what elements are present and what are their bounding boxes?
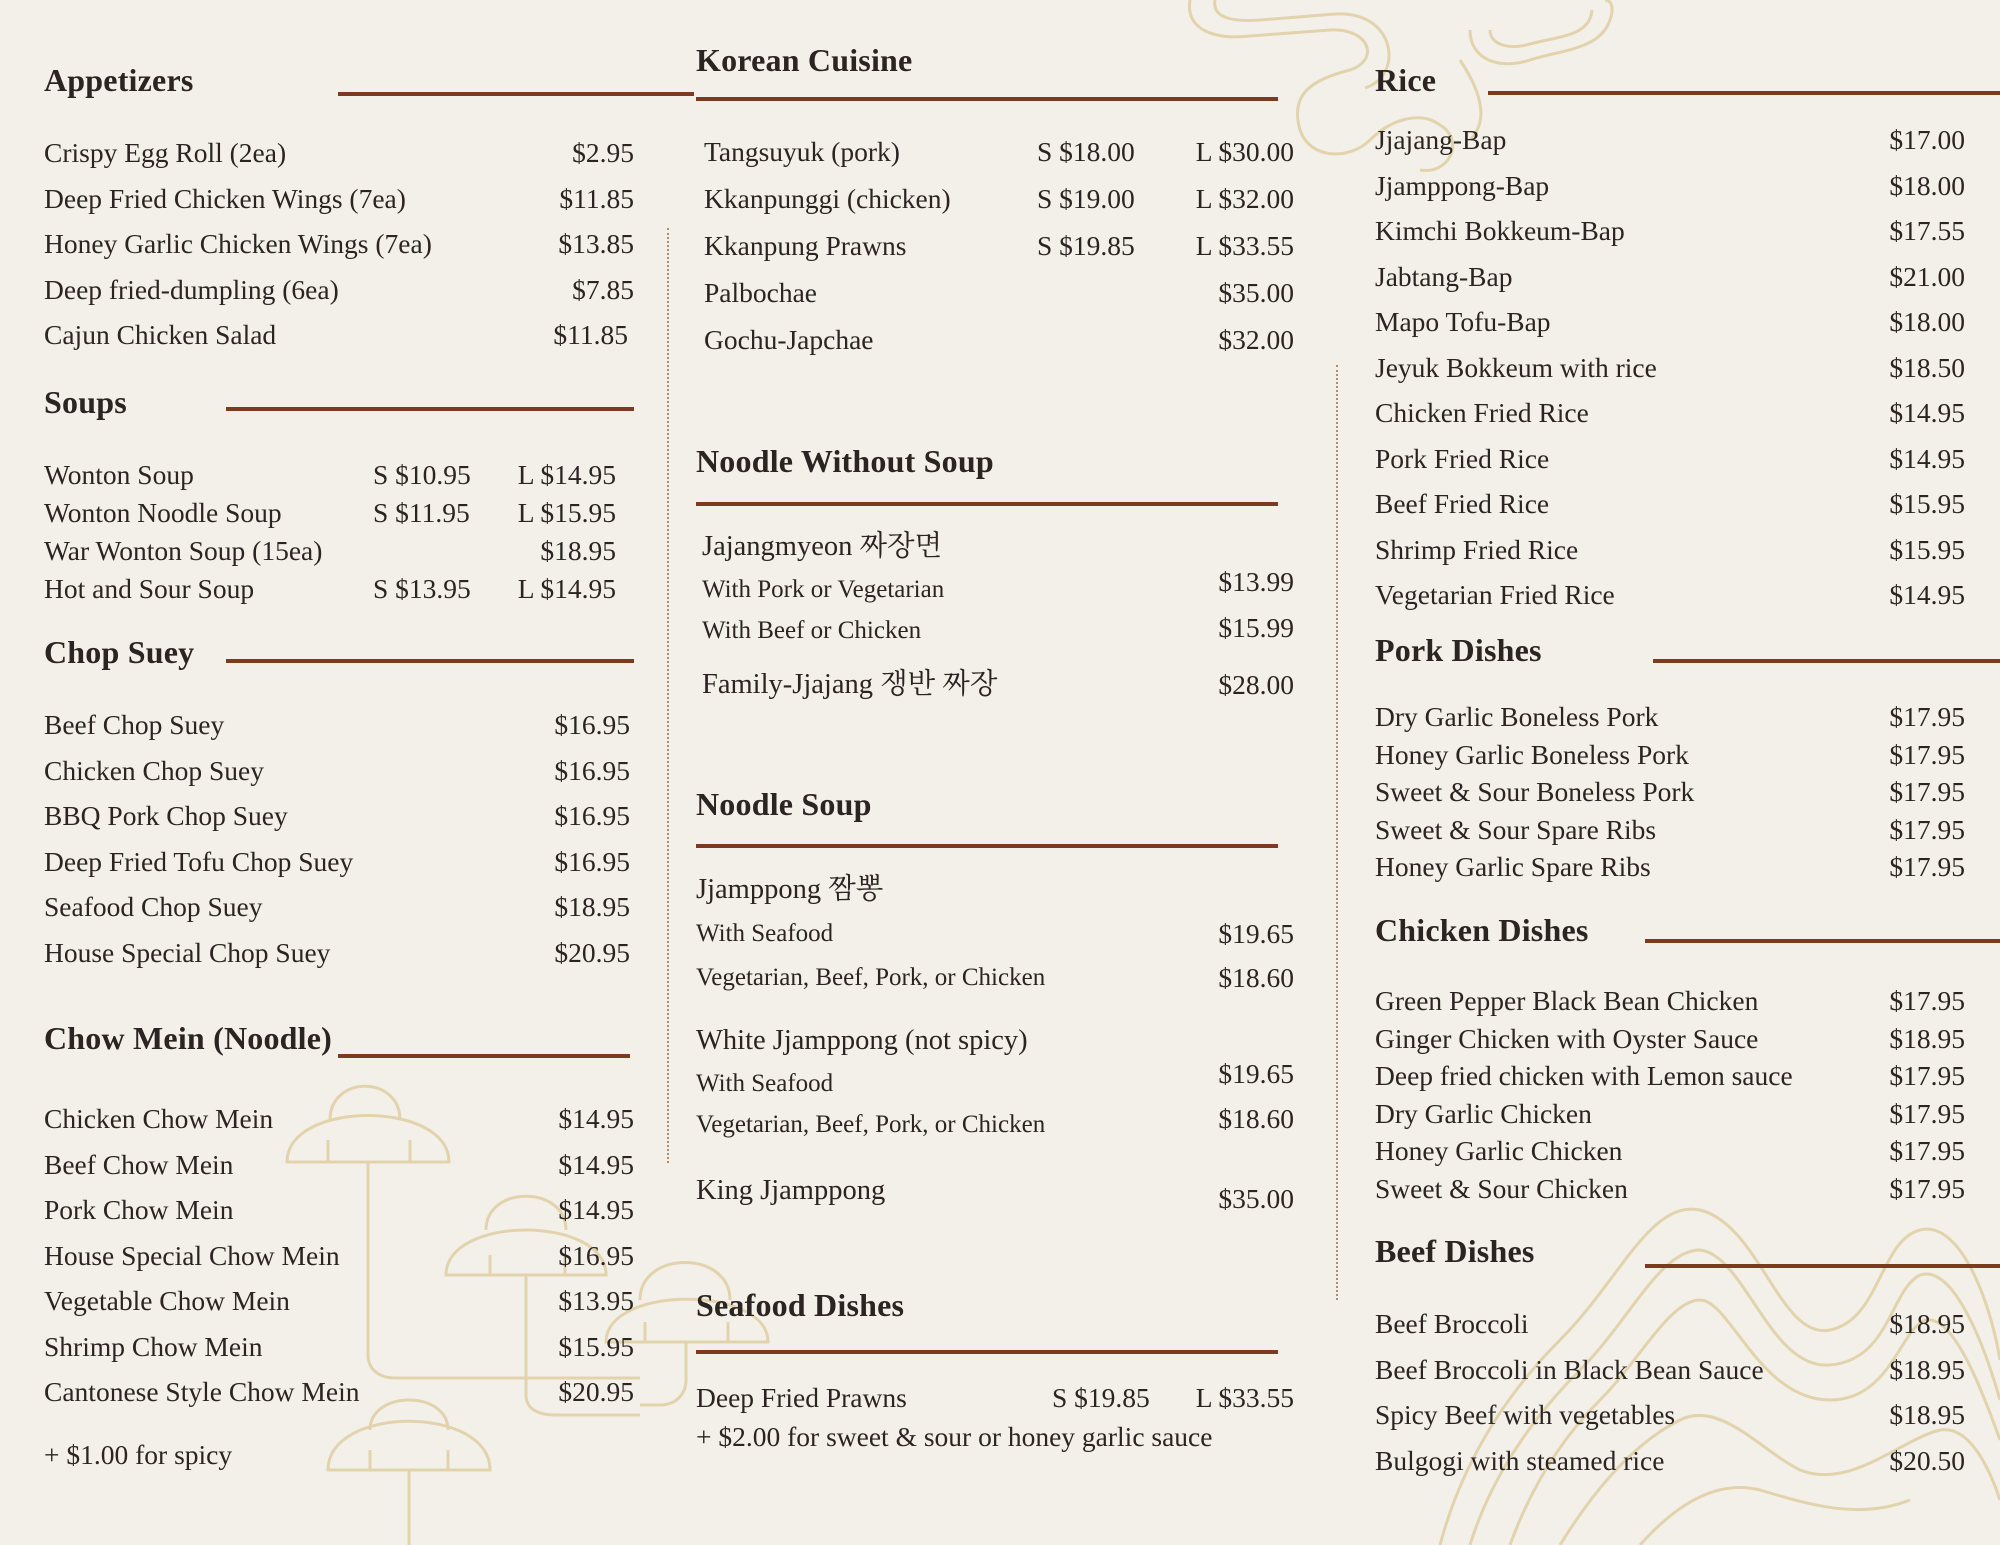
item-name: Jeyuk Bokkeum with rice [1375,351,1657,383]
item-name: Jabtang-Bap [1375,260,1513,292]
menu-item [44,1096,634,1142]
korean-cuisine-section [696,42,1296,363]
item-name: Wonton Noodle Soup [44,497,282,528]
item-price: $16.95 [554,800,630,831]
menu-item [1375,848,1965,886]
item-name: Vegetable Chow Mein [44,1285,290,1316]
item-name: Kkanpunggi (chicken) [704,183,951,214]
menu-item [1375,1132,1965,1170]
item-price: $17.95 [1889,701,1965,732]
section-header [1375,62,1965,117]
item-name: House Special Chop Suey [44,936,331,968]
item-name: Pork Chow Mein [44,1194,234,1225]
item-price: $14.95 [1889,442,1965,474]
item-name: Tangsuyuk (pork) [704,136,900,167]
item-price: $18.95 [1889,1308,1965,1339]
item-name: Deep Fried Prawns [696,1382,907,1413]
item-name: Cantonese Style Chow Mein [44,1376,360,1407]
item-price: $16.95 [554,754,630,786]
item-name: Hot and Sour Soup [44,573,255,604]
dish-name: Jjamppong 짬뽕 [696,874,884,905]
dish-name: White Jjamppong (not spicy) [696,1025,1028,1056]
menu-item [1375,299,1965,345]
item-price: $17.95 [1889,1097,1965,1129]
menu-item [44,532,616,570]
menu-item [1375,1170,1965,1208]
dish-name [702,663,1294,707]
item-name: Beef Broccoli [1375,1308,1529,1339]
rice-section [1375,62,1965,618]
menu-item [44,494,616,532]
section-divider [696,502,1278,506]
item-price: $18.50 [1889,351,1965,383]
item-name: Chicken Fried Rice [1375,397,1589,428]
menu-item [1375,254,1965,300]
menu-item [1375,1392,1965,1438]
item-price: $13.95 [558,1285,634,1316]
item-price: $14.95 [558,1194,634,1225]
dish-option [702,566,1294,610]
menu-item [44,748,630,794]
item-name: Cajun Chicken Salad [44,319,277,350]
item-name: Palbochae [704,277,818,308]
section-divider [1488,91,2000,95]
menu-item [1375,163,1965,209]
item-price: $35.00 [1218,277,1294,308]
section-divider [338,1054,630,1058]
menu-item [44,1278,634,1324]
item-name: Dry Garlic Boneless Pork [1375,701,1659,732]
item-name: Vegetarian Fried Rice [1375,579,1615,610]
menu-item [44,1324,634,1370]
large-price: L $33.55 [1195,1382,1294,1413]
item-price: $17.95 [1889,738,1965,770]
menu-item [44,1142,634,1188]
section-header [44,384,634,456]
small-price: S $19.85 [1037,230,1135,261]
item-price: $15.95 [1889,533,1965,565]
menu-note: + $1.00 for spicy [44,1438,233,1470]
item-price: $20.95 [558,1376,634,1407]
item-name: Sweet & Sour Boneless Pork [1375,776,1695,807]
menu-item [44,570,616,608]
menu-item [1375,527,1965,573]
menu-item [1375,698,1965,736]
soups-section [44,384,634,608]
item-price: $17.95 [1889,985,1965,1016]
column-divider [1336,365,1338,1300]
section-divider [226,407,634,411]
option-name: Vegetarian, Beef, Pork, or Chicken [696,964,1046,991]
item-name: Beef Broccoli in Black Bean Sauce [1375,1353,1764,1385]
item-name: Honey Garlic Boneless Pork [1375,738,1689,770]
menu-item [44,930,630,976]
item-name: Beef Chow Mein [44,1148,234,1180]
menu-item [1375,572,1965,618]
section-title: Chicken Dishes [1375,912,1589,948]
menu-item [1375,1095,1965,1133]
chicken-dishes-section [1375,912,1965,1207]
item-name: Kkanpung Prawns [704,230,907,261]
menu-item [1375,345,1965,391]
item-price: $18.00 [1889,306,1965,337]
item-price: $35.00 [1218,1183,1294,1214]
item-name: Shrimp Fried Rice [1375,533,1579,565]
menu-item [1375,1301,1965,1347]
section-header [1375,632,1965,698]
menu-item [704,175,1294,222]
section-header [1375,912,1965,982]
section-divider [696,97,1278,101]
menu-item [44,221,634,267]
dish-option [696,1104,1294,1145]
item-name: Sweet & Sour Chicken [1375,1172,1628,1204]
item-name: Shrimp Chow Mein [44,1330,263,1362]
option-name: With Beef or Chicken [702,617,922,644]
menu-item [44,702,630,748]
item-name: Sweet & Sour Spare Ribs [1375,813,1657,845]
item-price: $11.85 [559,182,634,214]
option-price: $15.99 [1218,612,1294,643]
seafood-section [696,1287,1296,1453]
item-name: Jjajang-Bap [1375,124,1507,155]
chop-suey-section [44,634,634,975]
item-name: Crispy Egg Roll (2ea) [44,137,287,168]
item-price: $2.95 [572,137,634,168]
section-divider [696,844,1278,848]
item-price: $28.00 [1218,669,1294,700]
item-price: $14.95 [558,1148,634,1180]
menu-item [44,130,634,176]
large-price: L $14.95 [517,459,616,490]
item-name: Honey Garlic Spare Ribs [1375,851,1651,882]
menu-item [44,884,630,930]
item-name: Beef Fried Rice [1375,488,1550,519]
section-header [696,786,1296,868]
item-price: $11.85 [553,319,628,350]
item-name: King Jjamppong [696,1175,886,1206]
noodle-without-soup-section [696,443,1296,707]
dish-option [702,610,1294,651]
item-name: Kimchi Bokkeum-Bap [1375,215,1625,246]
item-name: Mapo Tofu-Bap [1375,306,1551,337]
menu-item [704,316,1294,363]
small-price: S $10.95 [373,459,471,490]
item-price: $17.55 [1889,215,1965,246]
menu-item [44,312,628,358]
item-name: Chicken Chop Suey [44,754,264,786]
item-name: Pork Fried Rice [1375,442,1550,474]
menu-item [1375,1347,1965,1393]
item-name: Bulgogi with steamed rice [1375,1444,1665,1476]
item-name: Family-Jjajang 쟁반 짜장 [702,669,998,700]
item-name: Deep Fried Chicken Wings (7ea) [44,182,406,214]
item-price: $18.95 [1889,1022,1965,1054]
item-name: Honey Garlic Chicken [1375,1135,1623,1166]
item-price: $16.95 [558,1239,634,1271]
menu-item [44,456,616,494]
section-header [1375,1233,1965,1301]
item-name: Jjamppong-Bap [1375,169,1550,201]
item-price: $16.95 [554,845,630,877]
item-price: $15.95 [558,1330,634,1362]
dish-option [696,956,1294,1000]
menu-item [1375,773,1965,811]
menu-item [1375,390,1965,436]
menu-item [1375,736,1965,774]
item-name: War Wonton Soup (15ea) [44,535,323,566]
item-name: Deep fried chicken with Lemon sauce [1375,1060,1793,1091]
item-price: $20.50 [1889,1444,1965,1476]
section-divider [338,92,694,96]
menu-note: + $2.00 for sweet & sour or honey garlic sauce [696,1420,1213,1452]
item-price: $17.95 [1889,1060,1965,1091]
small-price: S $19.00 [1037,183,1135,214]
option-name: With Seafood [696,1070,834,1097]
section-title: Noodle Without Soup [696,443,994,479]
item-name: Dry Garlic Chicken [1375,1097,1592,1129]
option-price: $19.65 [1218,918,1294,949]
option-name: With Seafood [696,920,834,947]
item-price: $17.95 [1889,1135,1965,1166]
section-header [44,1020,634,1096]
menu-item [1375,481,1965,527]
option-price: $18.60 [1218,962,1294,993]
menu-item [1375,982,1965,1020]
section-divider [226,659,634,663]
menu-item [44,1233,634,1279]
option-price: $18.60 [1218,1103,1294,1134]
option-name: With Pork or Vegetarian [702,576,945,603]
item-price: $17.95 [1889,1172,1965,1204]
item-price: $17.95 [1889,776,1965,807]
section-title: Pork Dishes [1375,632,1542,668]
section-title: Chop Suey [44,634,195,670]
item-price: $15.95 [1889,488,1965,519]
item-price: $17.00 [1889,124,1965,155]
item-price: $13.85 [558,228,634,259]
section-divider [1653,659,2000,663]
item-name: Green Pepper Black Bean Chicken [1375,985,1759,1016]
item-price: $18.95 [1889,1399,1965,1430]
section-divider [696,1350,1278,1354]
small-price: S $18.00 [1037,136,1135,167]
item-price: $17.95 [1889,851,1965,882]
item-price: $7.85 [572,273,634,305]
section-title: Rice [1375,62,1437,98]
section-divider [1645,1264,2000,1268]
small-price: S $13.95 [373,573,471,604]
dish-option [696,1058,1294,1104]
item-price: $21.00 [1889,260,1965,292]
item-price: $16.95 [554,709,630,740]
section-title: Chow Mein (Noodle) [44,1020,333,1056]
section-header [696,443,1296,525]
appetizers-section [44,62,634,358]
item-name: Wonton Soup [44,459,194,490]
item-name: Chicken Chow Mein [44,1103,274,1134]
menu-item [1375,436,1965,482]
item-price: $14.95 [1889,397,1965,428]
large-price: L $30.00 [1195,136,1294,167]
large-price: L $14.95 [517,573,616,604]
item-price: $18.95 [1889,1353,1965,1385]
large-price: L $15.95 [517,497,616,528]
menu-item [704,222,1294,269]
section-header [696,1287,1296,1375]
section-title: Soups [44,384,127,420]
item-name: Gochu-Japchae [704,324,874,355]
menu-item [44,839,630,885]
dish-name: Jajangmyeon 짜장면 [702,531,943,562]
item-price: $20.95 [554,936,630,968]
menu-item [44,793,630,839]
pork-dishes-section [1375,632,1965,886]
item-price: $14.95 [1889,579,1965,610]
menu-item [1375,208,1965,254]
item-name: BBQ Pork Chop Suey [44,800,288,831]
section-divider [1645,939,2000,943]
menu-item [704,269,1294,316]
section-title: Appetizers [44,62,194,98]
menu-item [1375,811,1965,849]
item-name: Honey Garlic Chicken Wings (7ea) [44,228,432,259]
dish-option [696,912,1294,956]
item-name: Ginger Chicken with Oyster Sauce [1375,1022,1759,1054]
menu-item [44,176,634,222]
section-title: Beef Dishes [1375,1233,1535,1269]
column-divider [667,228,669,1163]
menu-item [44,1369,634,1415]
section-header [44,62,634,130]
item-price: $14.95 [558,1103,634,1134]
item-name: Beef Chop Suey [44,709,225,740]
option-price: $13.99 [1218,566,1294,597]
menu-item [696,1375,1294,1421]
item-price: $17.95 [1889,813,1965,845]
item-name: House Special Chow Mein [44,1239,340,1271]
menu-item [1375,1438,1965,1484]
item-price: $32.00 [1218,324,1294,355]
section-title: Seafood Dishes [696,1287,905,1323]
small-price: S $19.85 [1052,1382,1150,1413]
item-name: Deep Fried Tofu Chop Suey [44,845,354,877]
item-name: Seafood Chop Suey [44,891,263,922]
beef-dishes-section [1375,1233,1965,1483]
menu-item [1375,117,1965,163]
option-price: $19.65 [1218,1058,1294,1089]
small-price: S $11.95 [373,497,470,528]
menu-item [704,128,1294,175]
large-price: L $33.55 [1195,230,1294,261]
menu-item [44,267,634,313]
section-header [44,634,634,702]
section-title: Noodle Soup [696,786,872,822]
dish-name [696,1169,1294,1213]
section-title: Korean Cuisine [696,42,913,78]
noodle-soup-section [696,786,1296,1213]
menu-item [44,1187,634,1233]
section-header [696,42,1296,128]
item-price: $18.95 [554,891,630,922]
menu-item [1375,1020,1965,1058]
option-name: Vegetarian, Beef, Pork, or Chicken [696,1111,1046,1138]
item-name: Spicy Beef with vegetables [1375,1399,1676,1430]
item-price: $18.95 [540,535,616,566]
menu-item [1375,1057,1965,1095]
large-price: L $32.00 [1195,183,1294,214]
item-price: $18.00 [1889,169,1965,201]
chow-mein-section [44,1020,634,1471]
item-name: Deep fried-dumpling (6ea) [44,273,339,305]
